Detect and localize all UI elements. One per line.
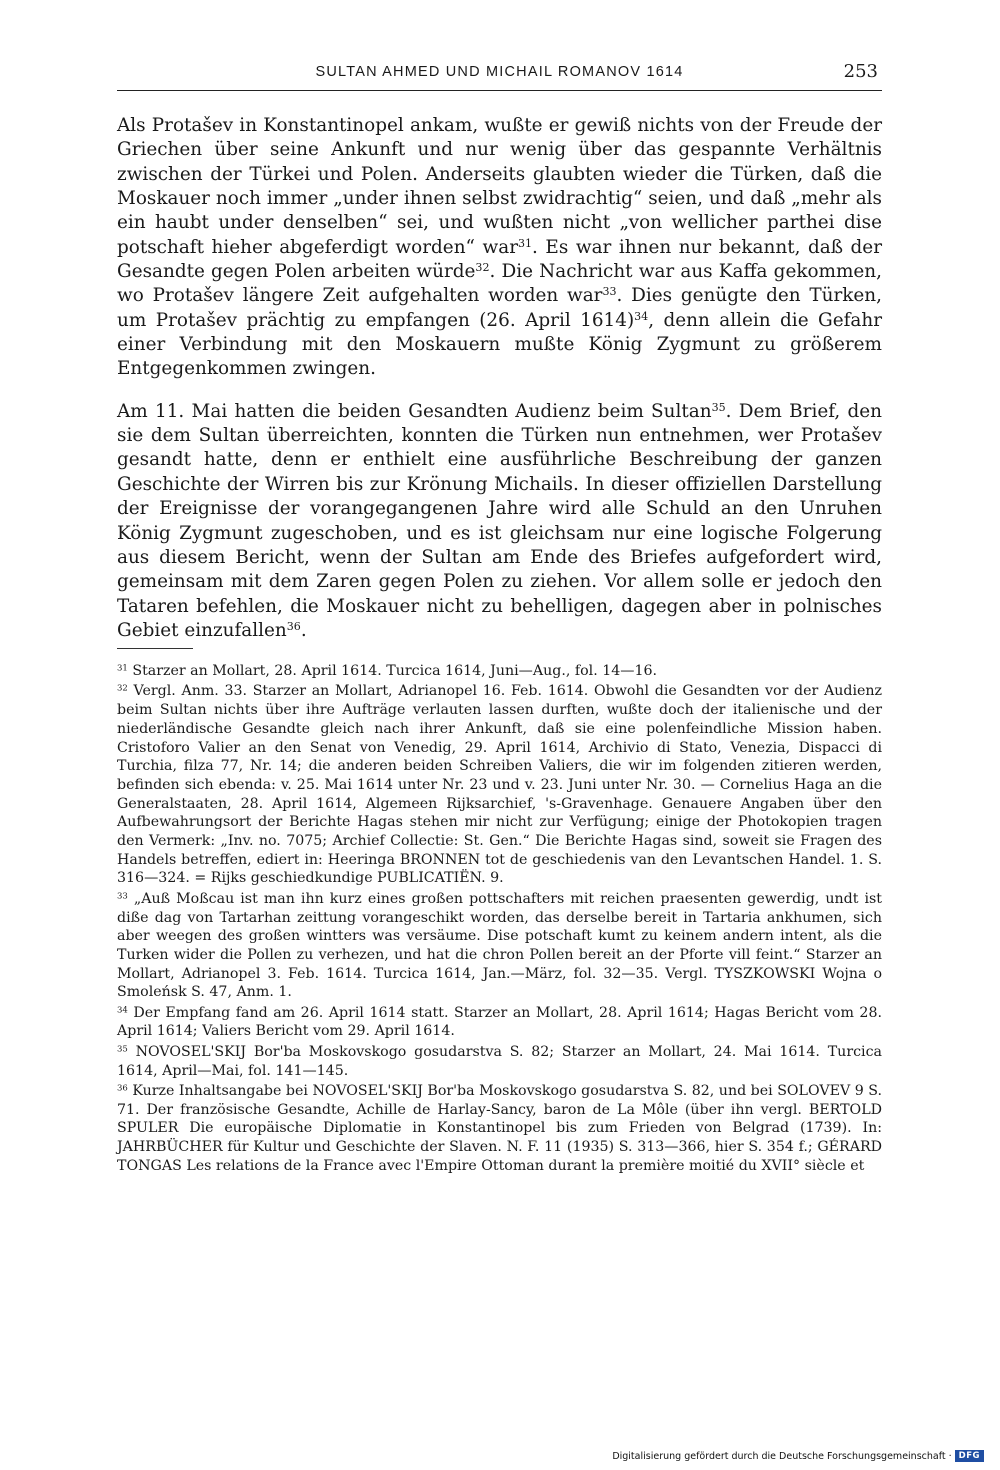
text-run: , denn allein die Gefahr einer Verbindung mit den Moskauern mußte König Zygmunt zu größerem Entgegenkommen zwingen. [117,309,882,380]
footnote [117,1082,882,1176]
dfg-logo: DFG [955,1450,984,1462]
text-run: . Es war ihnen nur bekannt, daß der Gesandte gegen Polen arbeiten würde [117,236,882,283]
footnote-text: Starzer an Mollart, 28. April 1614. Turcica 1614, Juni—Aug., fol. 14—16. [132,663,658,679]
footnote-number: 35 [117,1044,128,1055]
footnote-text: Vergl. Anm. 33. Starzer an Mollart, Adrianopel 16. Feb. 1614. Obwohl die Gesandten vor der Audienz beim Sultan nichts über ihre Aufträge verlauten lassen durften, wußte doch der italienische und der niederländische Gesandte gleich nach ihrer Ankunft, daß sie eine polenfeindliche Mission haben. Cristoforo Valier an den Senat von Venedig, 29. April 1614, Archivio di Stato, Venezia, Dispacci di Turchia, filza 77, Nr. 14; die anderen beiden Schreiben Valiers, die wir im folgenden zitieren werden, befinden sich ebenda: v. 25. Mai 1614 unter Nr. 23 und v. 23. Juni unter Nr. 30. — Cornelius Haga an die Generalstaaten, 28. April 1614, Algemeen Rijksarchief, 's-Gravenhage. Genauere Angaben über den Aufbewahrungsort der Berichte Hagas stehen mir nicht zur Verfügung; einige der Photokopien tragen den Vermerk: „Inv. no. 7075; Archief Collectie: St. Gen.“ Die Berichte Hagas sind, soweit sie Fragen des Handels betreffen, ediert in: Heeringa BRONNEN tot de geschiedenis van den Levantschen Handel. 1. S. 316—324. = Rijks geschiedkundige PUBLICATIËN. 9. [117,683,883,887]
body-paragraph [117,114,882,382]
text-run: Am 11. Mai hatten die beiden Gesandten Audienz beim Sultan [117,400,712,422]
running-header [117,60,882,91]
footnote [117,1043,882,1080]
footnote [117,890,882,1002]
footnotes [117,662,882,1177]
footnote-text: „Auß Moßcau ist man ihn kurz eines großen pottschafters mit reichen praesenten gewerdig, undt ist diße dag von Tartarhan zeittung vorangeschikt worden, das derselbe bereit in Tartaria ankhumen, sich aber weegen des großen wintters was versäume. Dise potschaft kumt zu keinem andern intent, als die Turken wider die Pollen zu verhezen, und hat die chron Pollen bereit an der Pforte vill feint.“ Starzer an Mollart, Adrianopel 3. Feb. 1614. Turcica 1614, Jan.—März, fol. 32—35. Vergl. TYSZKOWSKI Wojna o Smoleńsk S. 47, Anm. 1. [117,890,882,1001]
text-run: Als Protašev in Konstantinopel ankam, wußte er gewiß nichts von der Freude der Griechen über seine Ankunft und nur wenig über das gespannte Verhältnis zwischen der Türkei und Polen. Anderseits glaubten wieder die Türken, daß die Moskauer noch immer „under ihnen selbst zwidrachtig“ seien, und daß „mehr als ein haubt under denselben“ sei, und wußten nicht „von wellicher parthei dise potschaft hieher abgeferdigt worden“ war [117,115,882,258]
footnote-ref: 31 [517,236,533,250]
footnote-text: Kurze Inhaltsangabe bei NOVOSEL'SKIJ Bor'ba Moskovskogo gosudarstva S. 82, und bei SOLOVEV 9 S. 71. Der französische Gesandte, Achille de Harlay-Sancy, baron de La Môle (über ihn vergl. BERTOLD SPULER Die europäische Diplomatie in Konstantinopel bis zum Frieden von Belgrad (1739). In: JAHRBÜCHER für Kultur und Geschichte der Slaven. N. F. 11 (1935) S. 313—366, hier S. 354 f.; GÉRARD TONGAS Les relations de la France avec l'Empire Ottoman durant la première moitié du XVII° siècle et [117,1082,882,1174]
text-run: . [300,619,307,641]
footnote-ref: 32 [475,261,490,274]
footnote-ref: 33 [602,285,617,299]
footnote [117,682,882,888]
footnote-number: 36 [117,1083,128,1094]
footnote-ref: 34 [634,309,649,323]
footnote-number: 33 [117,891,128,902]
footnote-text: Der Empfang fand am 26. April 1614 statt. Starzer an Mollart, 28. April 1614; Hagas Bericht vom 28. April 1614; Valiers Bericht vom 29. April 1614. [117,1004,882,1040]
footnote-ref: 36 [286,619,301,633]
footnote-number: 34 [117,1005,128,1016]
funding-notice [612,1450,984,1462]
text-run: . Dem Brief, den sie dem Sultan überreichten, konnten die Türken nun entnehmen, wer Protašev gesandt hatte, denn er enthielt eine ausführliche Beschreibung der ganzen Geschichte der Wirren bis zur Krönung Michails. In dieser offiziellen Darstellung der Ereignisse der vorangegangenen Jahre wird alle Schuld an den Unruhen König Zygmunt zugeschoben, und es ist gleichsam nur eine logische Folgerung aus diesem Bericht, wenn der Sultan am Ende des Briefes aufgefordert wird, gemeinsam mit dem Zaren gegen Polen zu ziehen. Vor allem solle er jedoch den Tataren befehlen, die Moskauer nicht zu behelligen, dagegen aber in polnisches Gebiet einzufallen [117,400,882,641]
footnote-ref: 35 [711,400,726,414]
footnote-number: 32 [117,683,128,694]
footnote [117,662,882,681]
funding-text: Digitalisierung gefördert durch die Deutsche Forschungsgemeinschaft · [612,1450,952,1462]
body-paragraph [117,400,882,643]
running-title: SULTAN AHMED UND MICHAIL ROMANOV 1614 [315,64,684,80]
text-run: . Dies genügte den Türken, um Protašev prächtig zu empfangen (26. April 1614) [117,285,882,331]
footnote-text: NOVOSEL'SKIJ Bor'ba Moskovskogo gosudarstva S. 82; Starzer an Mollart, 24. Mai 1614. Turcica 1614, April—Mai, fol. 141—145. [117,1043,882,1079]
body-text [117,114,882,643]
page-number: 253 [843,61,878,82]
footnote-separator [117,648,193,649]
text-run: . Die Nachricht war aus Kaffa gekommen, wo Protašev längere Zeit aufgehalten worden war [117,261,882,307]
footnote-number: 31 [117,663,128,674]
footnote [117,1004,882,1041]
